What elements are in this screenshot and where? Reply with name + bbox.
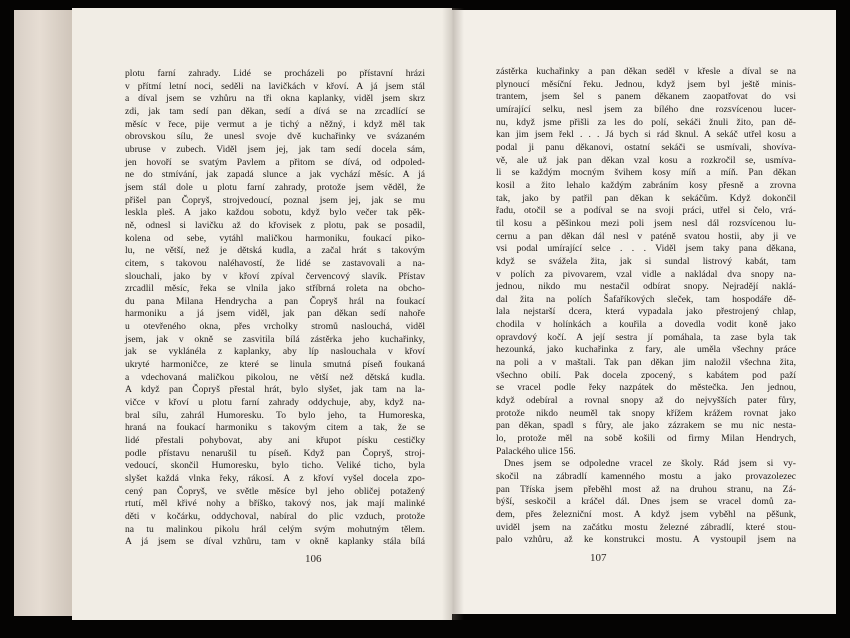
text-line: dem, přes železniční most. A když jsem vyběhl na pěšunk, (496, 508, 796, 520)
text-line: podle přístavu nenarušil tu píseň. Když pan Čopryš, stroj- (125, 447, 425, 459)
text-line: uviděl jsem na začátku mostu železné zábradlí, které stou- (496, 521, 796, 533)
text-line: dal žita na polích Šafaříkových sleček, tam hospodáře dě- (496, 293, 796, 305)
text-line: leskla pleš. A jako každou sobotu, když bylo večer tak pěk- (125, 207, 425, 219)
text-line: jednou, nikdo mu nestačil odbírat snopy. Nejradějí naklá- (496, 281, 796, 293)
text-line: lu, ne větší, než je dětská kudla, a začal hrát s takovým (125, 245, 425, 257)
text-line: lidé přestali pohybovat, aby ani křupot písku cestičky (125, 435, 425, 447)
text-line: tak, jako by patřil pan děkan k sekáčům. Když dokončil (496, 192, 796, 204)
text-line: li se každým mocným švihem kosy míň a míň. Pan děkan (496, 167, 796, 179)
text-line: děti v kočárku, oddychoval, nabíral do plic vzduch, protože (125, 510, 425, 522)
text-line: kolena od sebe, vytáhl maličkou harmoniku, foukací piko- (125, 232, 425, 244)
text-line: ne do stmívání, jak zapadá slunce a jak vychází měsíc. A já (125, 169, 425, 181)
text-line: vsi podal umírající selce . . . Viděl jsem taky pana děkana, (496, 243, 796, 255)
text-line: slyšet každá vlnka řeky, rákosí. A z křoví vyšel docela zpo- (125, 473, 425, 484)
text-line: všechno obilí. Pak docela zpocený, s kabátem pod paží (496, 369, 796, 381)
text-line: jak se vyklánéla z kaplanky, aby líp naslouchala v křoví (125, 346, 425, 358)
text-line: měsíc v řece, pije vermut a je tichý a něžný, i když měl tak (125, 118, 425, 130)
text-line: podal ji panu děkanovi, ostatní sekáči se usmívali, shovíva- (496, 141, 796, 153)
text-line: na poli a v maštali. Tak pan děkan jim naložil všechna žita, (496, 357, 796, 369)
text-line: zástěrka kuchařinky a pan děkan seděl v křesle a díval se na (496, 66, 796, 77)
text-line: u otevřeného okna, přes vrcholky stromů naslouchá, viděl (125, 321, 425, 333)
text-line: hraná na foukací harmoniku s takovým citem a tak, že se (125, 422, 425, 434)
text-line: vě, ale už jak pan děkan vzal kosu a rozkročil se, usmíva- (496, 154, 796, 166)
text-line: trantem, jsem šel s panem děkanem zaopatřovat do vsi (496, 91, 796, 103)
text-line: lala nejstarší dcera, která vypadala jako přestrojený chlap, (496, 306, 796, 318)
text-line: harmoniku a já jsem viděl, jak pan děkan sedí nahoře (125, 308, 425, 320)
text-line: a díval jsem se vzhůru na tři okna kaplanky, viděl jsem skrz (125, 93, 425, 105)
text-line: umírající selku, nesl jsem za bílého dne rozsvícenou lucer- (496, 103, 796, 115)
right-page (452, 10, 836, 614)
text-line: protože nikdo neuměl tak snopy křížem krážem rovnat jako (496, 407, 796, 419)
text-line: palo vzhůru, až ke konstrukci mostu. A vystoupil jsem na (496, 534, 796, 546)
text-line: bral sílu, zahrál Humoresku. To bylo jeho, ta Humoreska, (125, 409, 425, 421)
text-line: A když pan Čopryš přestal hrát, bylo slyšet, jak tam na la- (125, 384, 425, 396)
text-line: v polích za pivovarem, vzal vidle a nakládal dva snopy na- (496, 268, 796, 280)
text-line: když odebíral a rovnal snopy až do nejvyšších pater fůry, (496, 395, 796, 407)
text-line: jen hovoří se svatým Pavlem a přitom se dívá, od odpoled- (125, 156, 425, 168)
text-line: obrovskou sílu, že unesl svoje dvě kuchařinky ve svázaném (125, 131, 425, 143)
text-line: opravdový kočí. A její sestra jí pomáhala, ta zase byla tak (496, 331, 796, 343)
text-line: pan děkan, spadl s fůry, ale jako zázrakem se mu nic nesta- (496, 420, 796, 432)
text-line: ně, odnesl si lavičku až do křovisek z plotu, pak se posadil, (125, 219, 425, 231)
text-line: přišel pan Čopryš, strojvedoucí, poznal jsem jej, jak se mu (125, 194, 425, 206)
text-line: nu, když jsme přišli za les do polí, sekáči žnuli žito, pan dě- (496, 116, 796, 128)
text-line: jsem, jak v okně se zasvitila bílá zástěrka jeho kuchařinky, (125, 333, 425, 345)
text-line: plotu farní zahrady. Lidé se procházeli po přístavní hrázi (125, 68, 425, 79)
text-line: slouchali, jako by v křoví zpíval červencový slavík. Přístav (125, 270, 425, 282)
text-line: hezounká, jako kuchařinka z fary, ale uměla všechny práce (496, 344, 796, 356)
text-line: zrcadlil měsíc, řeka se vlnila jako stříbrná roleta na obcho- (125, 283, 425, 295)
text-line: zdi, jak tam sedí pan děkan, sedí a dívá se na zrcadlící se (125, 105, 425, 117)
text-line: citem, s takovou naléhavostí, že lidé se zastavovali a na- (125, 257, 425, 269)
text-line: býší, seskočil a kráčel dál. Dnes jsem se vracel domů za- (496, 496, 796, 508)
left-page-number: 106 (305, 553, 322, 565)
left-page (72, 8, 452, 620)
right-page-text (496, 66, 796, 547)
text-line: ukryté harmoničce, ze které se linula smutná píseň foukaná (125, 359, 425, 371)
text-line: lo, protože měl na sobě košili od firmy Milan Hendrych, (496, 433, 796, 445)
text-line: na tu malinkou pikolu hrál celým svým mohutným tělem. (125, 523, 425, 535)
text-line: chodila v holínkách a kouřila a dovedla vodit koně jako (496, 319, 796, 331)
text-line: řadu, otočil se a podíval se na svoji práci, utřel si čelo, vrá- (496, 205, 796, 217)
text-line: a vdechovaná maličkou pikolou, ne větší než dětská kudla. (125, 371, 425, 383)
text-line: jsem stál dole u plotu farní zahrady, protože jsem věděl, že (125, 181, 425, 193)
text-line: rtutí, měl křivé nohy a bříško, takový nos, jak mají malinké (125, 498, 425, 510)
text-line: vičce v křoví u plotu farní zahrady oddychuje, aby, když na- (125, 397, 425, 409)
text-line: v přítmí letní noci, seděli na lavičkách v křoví. A já jsem stál (125, 80, 425, 92)
text-line: cernu a pan děkan dál nesl v paténě svatou hostii, aby ji ve (496, 230, 796, 242)
text-line: když se svážela žita, jak si sundal listrový kabát, tam (496, 255, 796, 267)
text-line: vedoucí, skončil Humoresku, bylo ticho. Veliké ticho, byla (125, 460, 425, 472)
text-line: kosil a žito lehalo každým zabráním kosy přesně a zrovna (496, 179, 796, 191)
text-line: Palackého ulice 156. (496, 445, 576, 457)
text-line: Dnes jsem se odpoledne vracel ze školy. Rád jsem si vy- (504, 458, 796, 470)
book-cover-edge (14, 10, 73, 616)
text-line: ubruse v zubech. Viděl jsem jej, jak tam sedí docela sám, (125, 143, 425, 155)
text-line: du pana Milana Hendrycha a pan Čopryš hrál na foukací (125, 295, 425, 307)
text-line: A já jsem se díval vzhůru, tam v okně kaplanky stála bílá (125, 536, 425, 548)
text-line: pan Tříska jsem přeběhl most až na druhou stranu, na Zá- (496, 483, 796, 495)
text-line: plynoucí měsíční řeku. Jednou, když jsem byl ještě minis- (496, 78, 796, 90)
text-line: se vracel podle řeky nazpátek do městečka. Jen jednou, (496, 382, 796, 394)
text-line: skočil na zábradlí kamenného mostu a jako provazolezec (496, 471, 796, 482)
left-page-text (125, 68, 425, 549)
text-line: kan jim jsem řekl . . . Já bych si rád šknul. A sekáč utřel kosu a (496, 129, 796, 141)
text-line: cený pan Čopryš, ve světle měsíce byl jeho obličej potažený (125, 485, 425, 497)
text-line: til kosu a pěšinkou mezi poli jsem nesl dál rozsvícenou lu- (496, 217, 796, 229)
right-page-number: 107 (590, 552, 607, 564)
